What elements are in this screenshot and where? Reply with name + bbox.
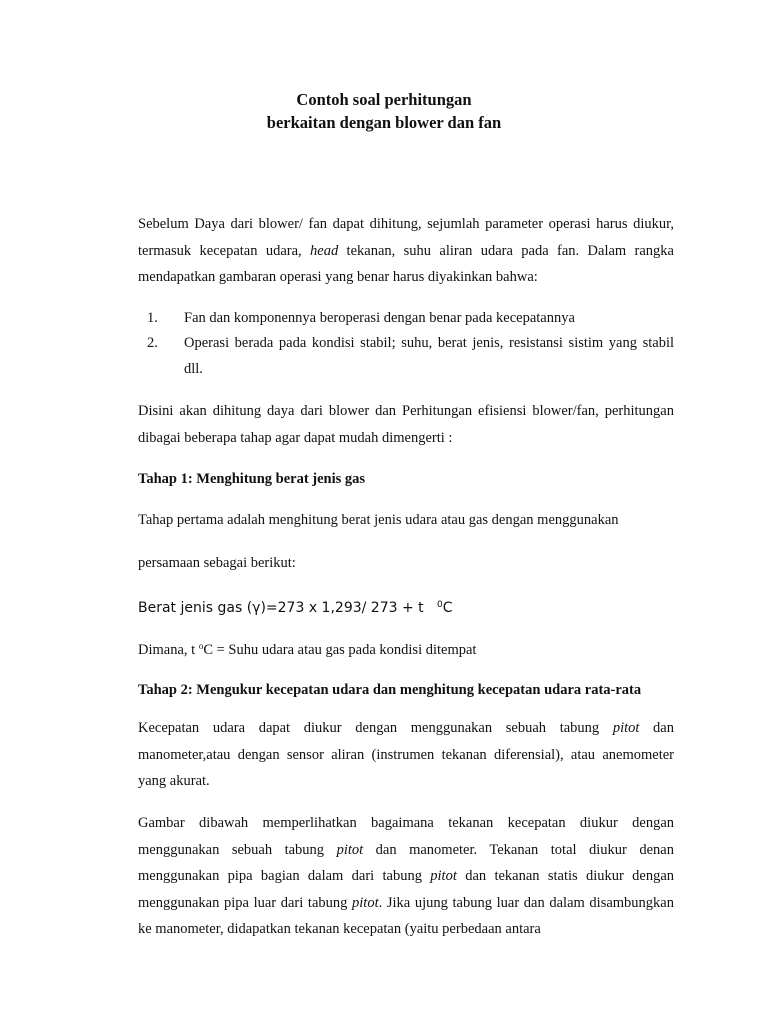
dimana-post: C = Suhu udara atau gas pada kondisi ditempat — [203, 642, 477, 658]
list-text: Fan dan komponennya beroperasi dengan benar pada kecepatannya — [184, 310, 575, 326]
tahap2-paragraph-1 — [138, 715, 674, 795]
formula-main: Berat jenis gas (γ)=273 x 1,293/ 273 + t — [138, 600, 424, 616]
p2-text-b: dan manometer. Tekanan total diukur denan menggunakan pipa bagian dalam dari tabung — [138, 841, 674, 884]
p2-pitot-term: pitot — [352, 894, 379, 911]
disini-paragraph: Disini akan dihitung daya dari blower dan Perhitungan efisiensi blower/fan, perhitungan dibagai beberapa tahap agar dapat mudah dimengerti : — [138, 403, 674, 446]
intro-paragraph — [138, 211, 674, 291]
tahap2-paragraph-2 — [138, 810, 674, 943]
density-formula — [138, 595, 453, 618]
p1-text-a: Kecepatan udara dapat diukur dengan menggunakan sebuah tabung — [138, 720, 613, 736]
title-line-1: Contoh soal perhitungan — [296, 90, 472, 109]
tahap1-text-line-2: persamaan sebagai berikut: — [138, 555, 296, 571]
title-line-2: berkaitan dengan blower dan fan — [266, 113, 502, 132]
intro-head-term: head — [310, 242, 339, 259]
dimana-pre: Dimana, t — [138, 642, 199, 658]
tahap2-heading: Tahap 2: Mengukur kecepatan udara dan menghitung kecepatan udara rata-rata — [138, 682, 642, 698]
list-text: Operasi berada pada kondisi stabil; suhu, berat jenis, resistansi sistim yang stabil dll. — [184, 335, 674, 377]
tahap1-heading: Tahap 1: Menghitung berat jenis gas — [138, 471, 366, 487]
p2-text-d: . Jika ujung tabung luar dan dalam disambungkan ke manometer, didapatkan tekanan kecepatan (yaitu perbedaan antara — [138, 894, 674, 937]
tahap1-text-line-1: Tahap pertama adalah menghitung berat jenis udara atau gas dengan menggunakan — [138, 512, 619, 528]
dimana-definition — [138, 636, 476, 660]
p2-text-c: dan tekanan statis diukur dengan menggunakan pipa luar dari tabung — [138, 868, 675, 911]
list-number: 1. — [147, 310, 158, 326]
dimana-degree: o — [198, 641, 204, 651]
p1-text-b: dan manometer,atau dengan sensor aliran (instrumen tekanan diferensial), atau anemometer yang akurat. — [138, 720, 674, 789]
formula-degree: 0 — [437, 600, 443, 610]
p1-pitot-term: pitot — [612, 720, 640, 736]
formula-unit: C — [442, 600, 453, 616]
p2-pitot-term: pitot — [336, 841, 364, 858]
intro-text-b: tekanan, suhu aliran udara pada fan. Dalam rangka mendapatkan gambaran operasi yang benar harus diyakinkan bahwa: — [138, 242, 674, 285]
list-number: 2. — [147, 335, 158, 351]
document-title — [0, 88, 768, 134]
intro-text-a: Sebelum Daya dari blower/ fan dapat dihitung, sejumlah parameter operasi harus diukur, termasuk kecepatan udara, — [138, 216, 674, 259]
p2-text-a: Gambar dibawah memperlihatkan bagaimana tekanan kecepatan diukur dengan menggunakan sebuah tabung — [138, 815, 674, 858]
p2-pitot-term: pitot — [430, 868, 457, 884]
